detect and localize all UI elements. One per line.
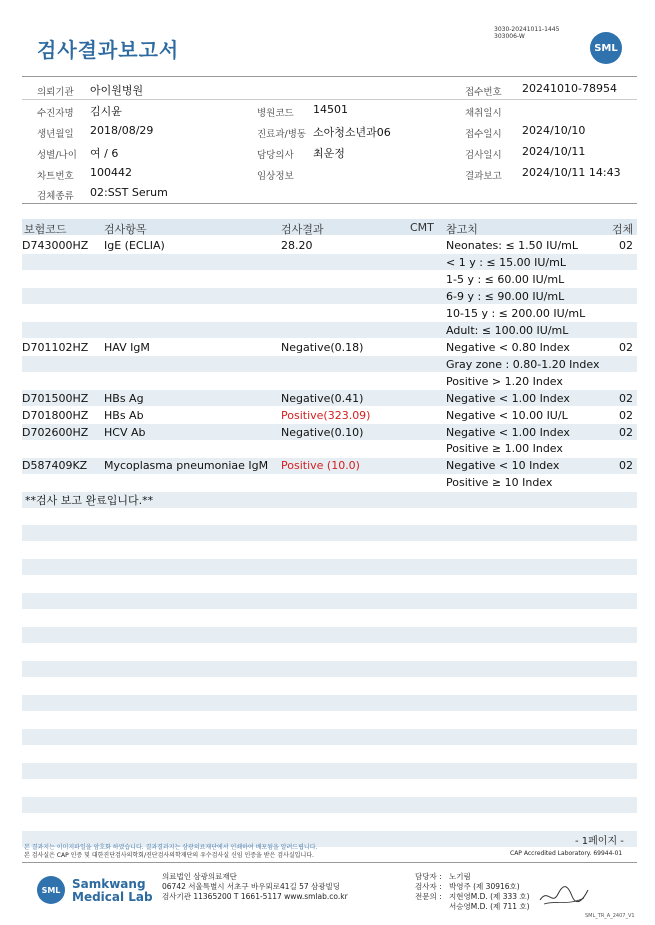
code-cell: D702600HZ <box>22 426 89 439</box>
reference-cell: Positive ≥ 10 Index <box>446 476 553 489</box>
specimen-cell: 02 <box>619 459 633 472</box>
receipt-no-label: 접수번호 <box>465 87 502 98</box>
reference-cell: Negative < 1.00 Index <box>446 392 570 405</box>
item-cell: HBs Ag <box>104 392 144 405</box>
test-date-label: 검사일시 <box>465 150 502 161</box>
specimen-cell: 02 <box>619 392 633 405</box>
receipt-no-value: 20241010-78954 <box>522 82 617 95</box>
doctor-value: 최운정 <box>313 147 345 160</box>
birth-label: 생년월일 <box>37 129 74 140</box>
divider <box>22 99 637 100</box>
specimen-value: 02:SST Serum <box>90 186 168 199</box>
receipt-date-label: 접수일시 <box>465 129 502 140</box>
row-band <box>22 661 637 677</box>
col-code-header: 보험코드 <box>24 223 67 236</box>
result-cell: 28.20 <box>281 239 313 252</box>
completion-note: **검사 보고 완료입니다.** <box>25 494 154 507</box>
code-cell: D701500HZ <box>22 392 89 405</box>
sex-age-label: 성별/나이 <box>37 150 77 161</box>
reference-cell: Gray zone : 0.80-1.20 Index <box>446 358 600 371</box>
result-cell: Positive (10.0) <box>281 459 360 472</box>
row-band <box>22 797 637 813</box>
brand-line-1: Samkwang <box>72 877 146 891</box>
col-cmt-header: CMT <box>410 221 434 234</box>
divider <box>22 862 637 863</box>
specimen-cell: 02 <box>619 426 633 439</box>
staff-row: 서승영M.D. (제 711 호) <box>449 902 530 911</box>
reference-cell: 6-9 y : ≤ 90.00 IU/mL <box>446 290 565 303</box>
institution-address: 06742 서울특별시 서초구 바우뫼로41길 57 삼광빌딩 <box>162 882 341 891</box>
reference-code-2: 303006-W <box>494 33 525 40</box>
row-band <box>22 593 637 609</box>
item-cell: IgE (ECLIA) <box>104 239 165 252</box>
result-cell: Negative(0.10) <box>281 426 364 439</box>
doctor-label: 담당의사 <box>257 150 294 161</box>
encryption-note: 본 결과지는 이미지파일을 암호화 하였습니다. 결과결과지는 삼광의료재단에서 인쇄하여 배포됨을 알려드립니다. <box>24 844 318 851</box>
collect-date-label: 채취일시 <box>465 108 502 119</box>
reference-code-1: 3030-20241011-1445 <box>494 26 560 33</box>
reference-cell: Negative < 10 Index <box>446 459 560 472</box>
specimen-cell: 02 <box>619 409 633 422</box>
staff-row: 검사자 : 박영주 (제 30916호) <box>415 882 520 891</box>
patient-label: 수진자명 <box>37 108 74 119</box>
institution-contact: 검사기관 11365200 T 1661-5117 www.smlab.co.kr <box>162 892 348 901</box>
test-date-value: 2024/10/11 <box>522 145 586 158</box>
accreditation-note: 본 검사실은 CAP 인증 및 대한진단검사의학회/진단검사의학재단의 우수검사실 신임 인증을 받은 검사실입니다. <box>24 852 314 859</box>
brand-name <box>72 878 153 904</box>
col-item-header: 검사항목 <box>104 223 147 236</box>
item-cell: Mycoplasma pneumoniae IgM <box>104 459 269 472</box>
signature-image <box>538 880 590 910</box>
staff-list <box>415 872 530 912</box>
institution-name: 의료법인 삼광의료재단 <box>162 872 237 881</box>
reference-cell: Adult: ≤ 100.00 IU/mL <box>446 324 569 337</box>
code-cell: D701800HZ <box>22 409 89 422</box>
reference-cell: Negative < 10.00 IU/L <box>446 409 568 422</box>
col-specimen-header: 검체 <box>612 223 634 236</box>
clinical-label: 임상정보 <box>257 171 294 182</box>
code-cell: D701102HZ <box>22 341 89 354</box>
col-result-header: 검사결과 <box>281 223 324 236</box>
sex-age-value: 여 / 6 <box>90 147 119 160</box>
result-cell: Negative(0.41) <box>281 392 364 405</box>
divider <box>22 76 637 77</box>
item-cell: HBs Ab <box>104 409 144 422</box>
dept-label: 진료과/병동 <box>257 129 307 140</box>
receipt-date-value: 2024/10/10 <box>522 124 586 137</box>
result-cell: Positive(323.09) <box>281 409 371 422</box>
page-number: - 1페이지 - <box>575 836 624 847</box>
reference-cell: Positive > 1.20 Index <box>446 375 563 388</box>
row-band <box>22 525 637 541</box>
row-band <box>22 559 637 575</box>
reference-code-block <box>494 26 559 40</box>
row-band <box>22 763 637 779</box>
dept-value: 소아청소년과06 <box>313 126 391 139</box>
code-cell: D587409KZ <box>22 459 88 472</box>
reference-cell: 10-15 y : ≤ 200.00 IU/mL <box>446 307 586 320</box>
col-reference-header: 참고치 <box>446 223 478 236</box>
reference-cell: Positive ≥ 1.00 Index <box>446 442 563 455</box>
staff-row: 담당자 : 노기림 <box>415 872 471 881</box>
row-band <box>22 695 637 711</box>
staff-row: 전문의 : 지현영M.D. (제 333 호) <box>415 892 530 901</box>
item-cell: HAV IgM <box>104 341 150 354</box>
requester-value: 아이원병원 <box>90 84 144 97</box>
row-band <box>22 729 637 745</box>
form-code: SML_TR_A_2407_V1 <box>585 913 635 919</box>
birth-value: 2018/08/29 <box>90 124 154 137</box>
hospital-code-value: 14501 <box>313 103 348 116</box>
requester-label: 의뢰기관 <box>37 87 74 98</box>
specimen-cell: 02 <box>619 341 633 354</box>
hospital-code-label: 병원코드 <box>257 108 294 119</box>
patient-value: 김시윤 <box>90 105 122 118</box>
result-cell: Negative(0.18) <box>281 341 364 354</box>
code-cell: D743000HZ <box>22 239 89 252</box>
specimen-cell: 02 <box>619 239 633 252</box>
divider <box>22 203 637 204</box>
reference-cell: Negative < 0.80 Index <box>446 341 570 354</box>
chart-no-value: 100442 <box>90 166 132 179</box>
reference-cell: < 1 y : ≤ 15.00 IU/mL <box>446 256 566 269</box>
report-date-label: 결과보고 <box>465 171 502 182</box>
reference-cell: 1-5 y : ≤ 60.00 IU/mL <box>446 273 565 286</box>
page-title: 검사결과보고서 <box>37 38 180 62</box>
sml-logo: SML <box>37 876 65 904</box>
institution-info <box>162 872 348 902</box>
brand-line-2: Medical Lab <box>72 890 153 904</box>
specimen-label: 검체종류 <box>37 191 74 202</box>
item-cell: HCV Ab <box>104 426 146 439</box>
row-band <box>22 627 637 643</box>
cap-note: CAP Accredited Laboratory. 69944-01 <box>510 850 623 857</box>
report-date-value: 2024/10/11 14:43 <box>522 166 621 179</box>
chart-no-label: 차트번호 <box>37 171 74 182</box>
reference-cell: Negative < 1.00 Index <box>446 426 570 439</box>
sml-logo: SML <box>590 32 622 64</box>
reference-cell: Neonates: ≤ 1.50 IU/mL <box>446 239 578 252</box>
